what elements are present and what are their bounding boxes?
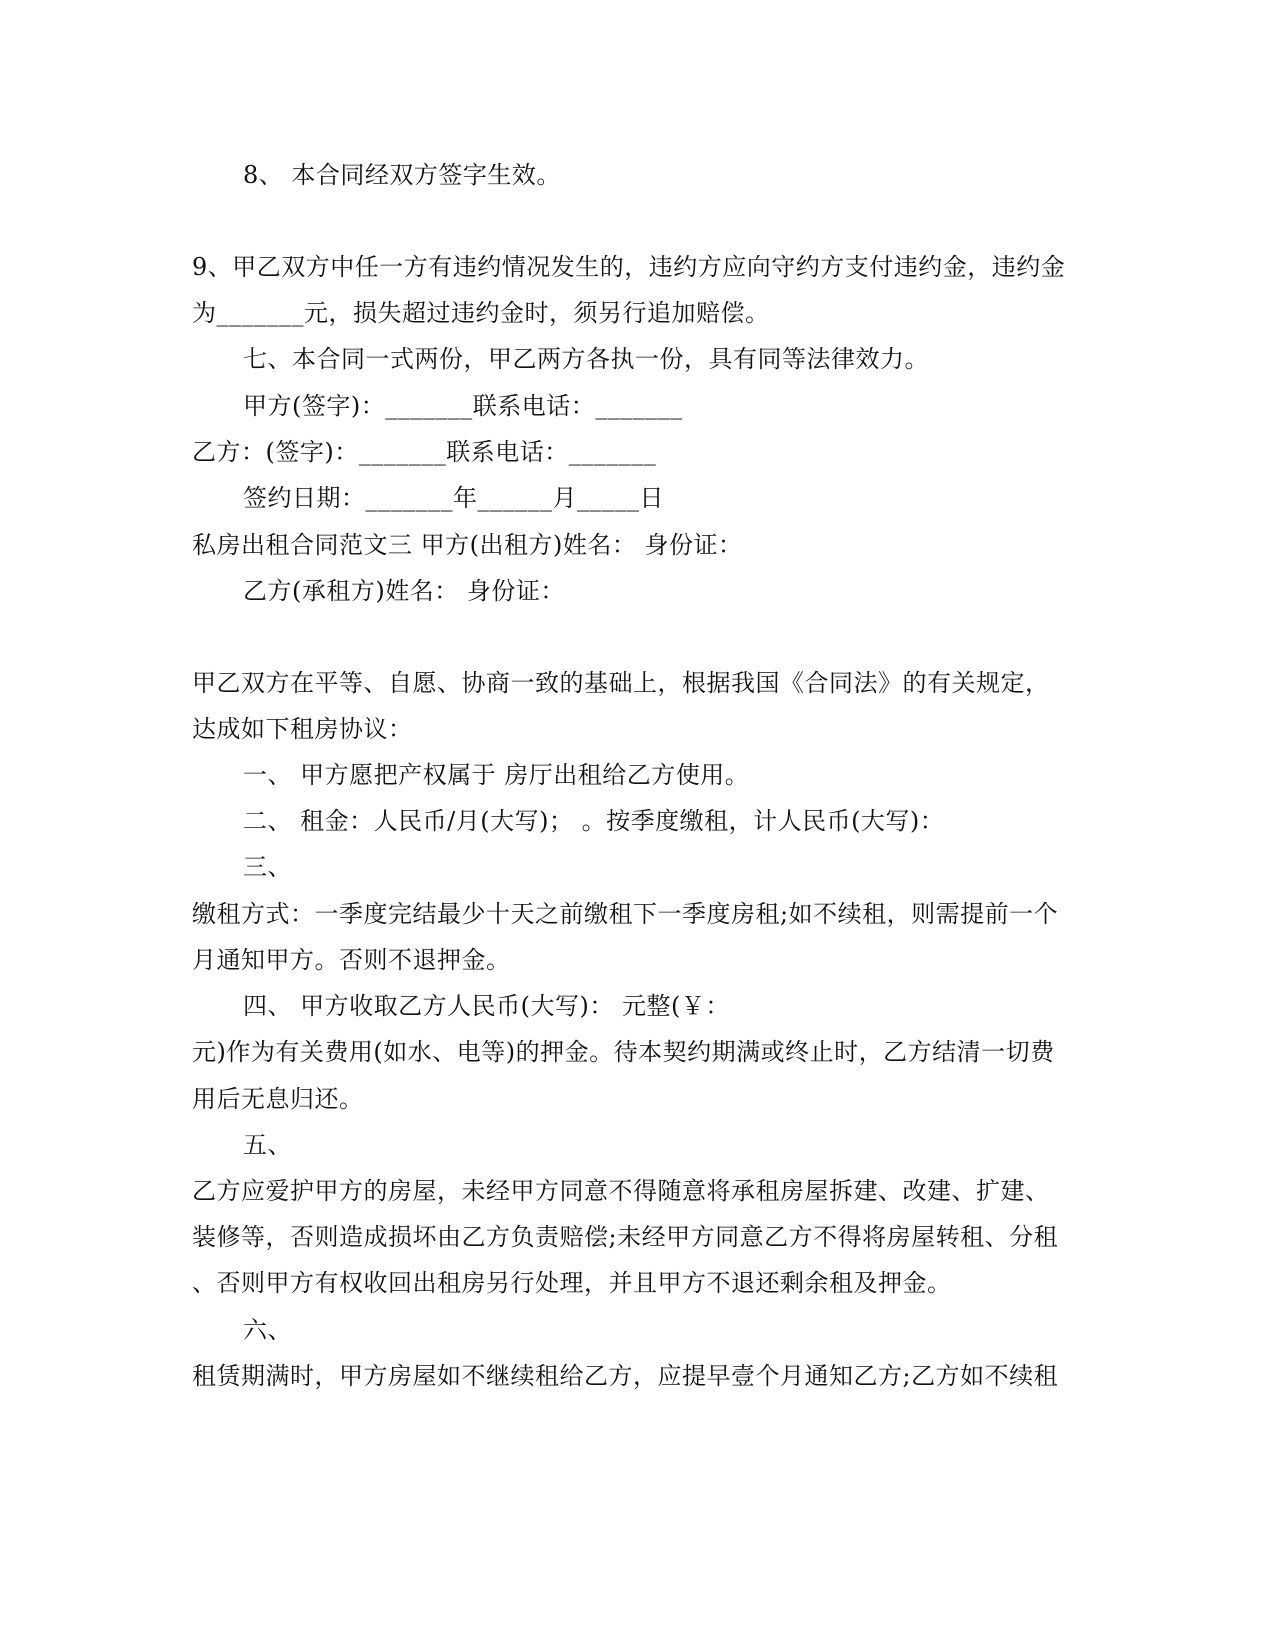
party-a-signature: 甲方(签字)：_______联系电话：_______ (243, 392, 683, 420)
article-6-heading: 六、 (243, 1316, 292, 1344)
article-4-line-2: 用后无息归还。 (192, 1085, 364, 1113)
article-2: 二、 租金：人民币/月(大写)； 。按季度缴租，计人民币(大写)： (243, 807, 945, 835)
article-4-line-1: 元)作为有关费用(如水、电等)的押金。待本契约期满或终止时，乙方结清一切费 (192, 1038, 1055, 1066)
preamble-line-1: 甲乙双方在平等、自愿、协商一致的基础上，根据我国《合同法》的有关规定， (192, 669, 1050, 697)
party-b-signature: 乙方：(签字)：_______联系电话：_______ (192, 438, 657, 466)
article-5-line-2: 装修等，否则造成损坏由乙方负责赔偿;未经甲方同意乙方不得将房屋转租、分租 (192, 1223, 1059, 1251)
party-b-info: 乙方(承租方)姓名： 身份证： (243, 577, 565, 605)
article-5-line-1: 乙方应爱护甲方的房屋，未经甲方同意不得随意将承租房屋拆建、改建、扩建、 (192, 1177, 1050, 1205)
article-1: 一、 甲方愿把产权属于 房厅出租给乙方使用。 (243, 761, 750, 789)
article-3-line-2: 月通知甲方。否则不退押金。 (192, 946, 511, 974)
clause-9-line-2: 为_______元，损失超过违约金时，须另行追加赔偿。 (192, 299, 770, 327)
article-3-heading: 三、 (243, 853, 292, 881)
article-5-heading: 五、 (243, 1131, 292, 1159)
clause-9-line-1: 9、甲乙双方中任一方有违约情况发生的，违约方应向守约方支付违约金，违约金 (192, 253, 1066, 281)
section-title-party-a: 私房出租合同范文三 甲方(出租方)姓名： 身份证： (192, 531, 743, 559)
preamble-line-2: 达成如下租房协议： (192, 715, 413, 743)
article-5-line-3: 、否则甲方有权收回出租房另行处理，并且甲方不退还剩余租及押金。 (192, 1269, 952, 1297)
article-4-heading: 四、 甲方收取乙方人民币(大写)： 元整(￥： (243, 992, 730, 1020)
signing-date: 签约日期：_______年______月_____日 (243, 484, 664, 512)
article-6-line-1: 租赁期满时，甲方房屋如不继续租给乙方，应提早壹个月通知乙方;乙方如不续租 (192, 1362, 1059, 1390)
clause-7: 七、本合同一式两份，甲乙两方各执一份，具有同等法律效力。 (243, 345, 929, 373)
clause-8: 8、 本合同经双方签字生效。 (243, 161, 561, 189)
article-3-line-1: 缴租方式：一季度完结最少十天之前缴租下一季度房租;如不续租，则需提前一个 (192, 900, 1059, 928)
